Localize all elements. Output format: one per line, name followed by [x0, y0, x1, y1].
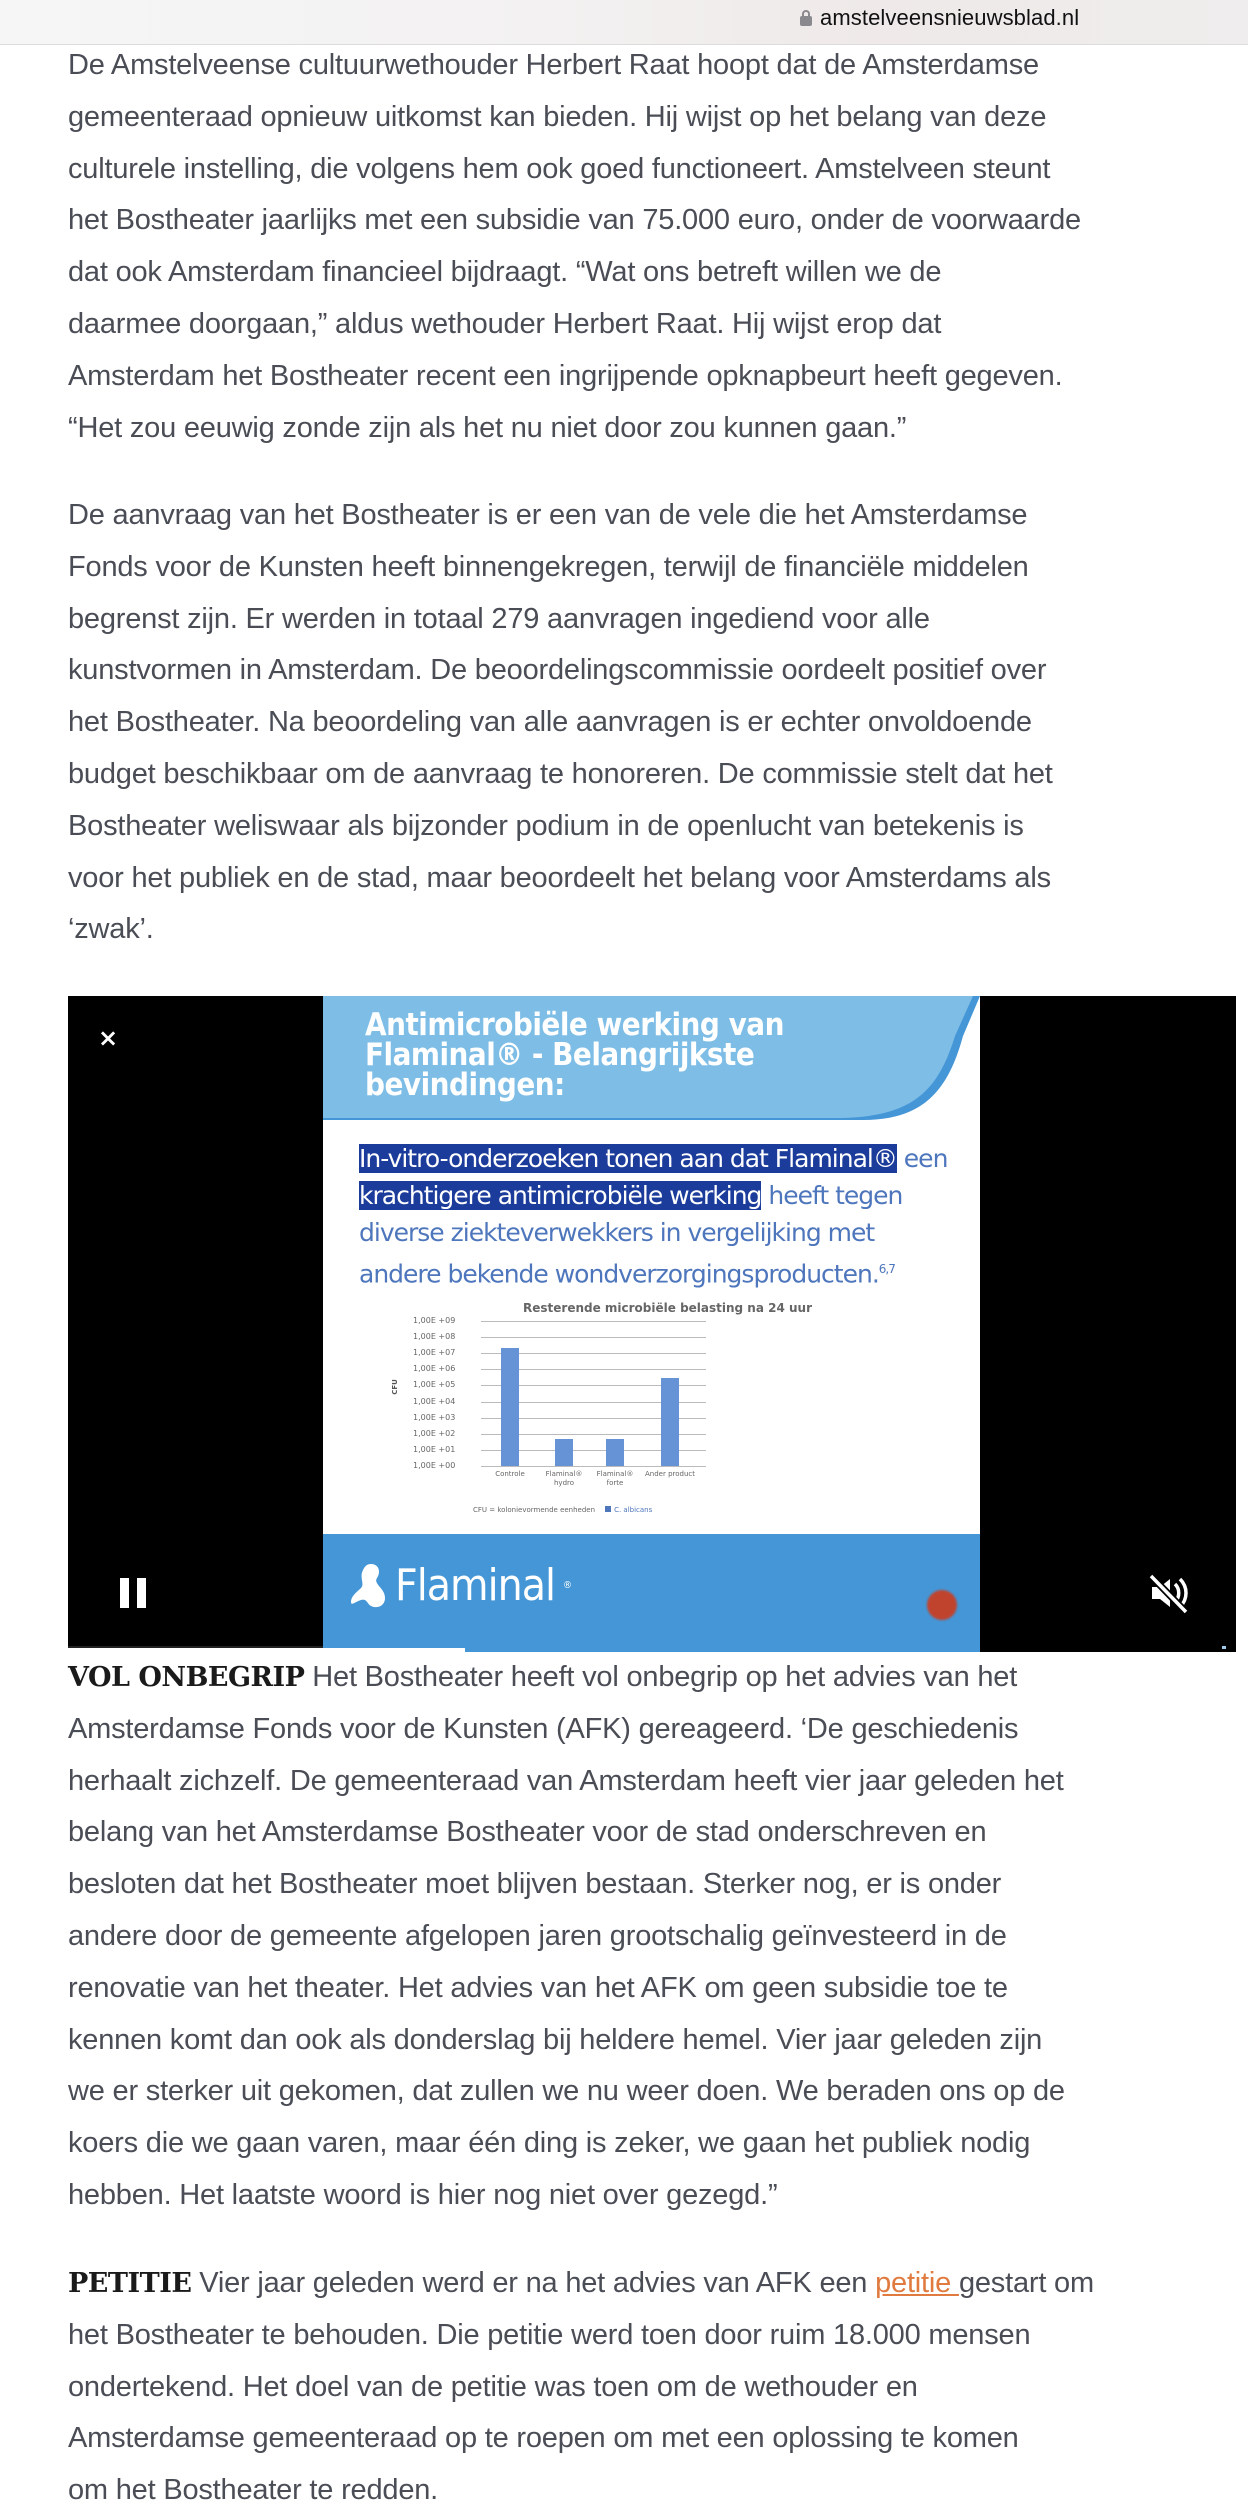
url-text: amstelveensnieuwsblad.nl: [820, 5, 1080, 30]
url-display[interactable]: [800, 3, 1079, 33]
speaker-muted-icon[interactable]: [1144, 1568, 1194, 1618]
bar-chart: [390, 1301, 873, 1531]
article-paragraph-1: [68, 40, 1240, 454]
pause-button[interactable]: [120, 1578, 148, 1608]
y-tick-label: 1,00E +00: [413, 1461, 456, 1470]
ad-slide: [323, 996, 980, 1534]
lock-icon: [800, 10, 812, 26]
y-tick-label: 1,00E +06: [413, 1364, 456, 1374]
gridline: [481, 1337, 706, 1338]
x-tick-label: Flaminal® hydro: [545, 1470, 583, 1487]
y-axis-label: CFU: [390, 1379, 399, 1395]
browser-address-bar[interactable]: [0, 0, 1248, 45]
pause-icon: [120, 1578, 129, 1608]
y-tick-label: 1,00E +01: [413, 1444, 456, 1454]
section-lead: PETITIE: [68, 2268, 192, 2299]
chart-bar: [661, 1378, 679, 1466]
chart-bar: [606, 1439, 624, 1466]
chart-bar: [501, 1348, 519, 1466]
article-paragraph-4: [68, 2258, 1240, 2517]
slide-body-text: In-vitro-onderzoeken tonen aan dat Flaminal® een krachtigere antimicrobiële werking heeft tegen diverse ziekteverwekkers in vergelijking met andere bekende wondverzorgingsproducten.$^{6,7}$: [359, 1144, 948, 1289]
paragraph-text: PETITIE Vier jaar geleden werd er na het advies van AFK een petitie gestart om het Bostheater te behouden. Die petitie werd toen door ruim 18.000 mensen ondertekend. Het doel van de petitie was toen om de wethouder en Amsterdamse gemeenteraad op te roepen om met een oplossing te komen om het Bostheater te redden.: [68, 2267, 1094, 2507]
video-ad-player[interactable]: [68, 996, 1236, 1652]
paragraph-text: VOL ONBEGRIP Het Bostheater heeft vol onbegrip op het advies van het Amsterdamse Fonds voor de Kunsten (AFK) gereageerd. ‘De geschiedenis herhaalt zichzelf. De gemeenteraad van Amsterdam heeft vier jaar geleden het belang van het Amsterdamse Bostheater voor de stad onderschreven en besloten dat het Bostheater moet blijven bestaan. Sterker nog, er is onder andere door de gemeente afgelopen jaren grootschalig geïnvesteerd in de renovatie van het theater. Het advies van het AFK om geen subsidie toe te kennen komt dan ook als donderslag bij heldere hemel. Vier jaar geleden zijn we er sterker uit gekomen, dat zullen we nu weer doen. We beraden ons op de koers die we gaan varen, maar één ding is zeker, we gaan het publiek nodig hebben. Het laatste woord is hier nog niet over gezegd.”: [68, 1661, 1065, 2211]
paragraph-text: De aanvraag van het Bostheater is er een van de vele die het Amsterdamse Fonds voor de Kunsten heeft binnengekregen, terwijl de financiële middelen begrenst zijn. Er werden in totaal 279 aanvragen ingediend voor alle kunstvormen in Amsterdam. De beoordelingscommissie oordeelt positief over het Bostheater. Na beoordeling van alle aanvragen is er echter onvoldoende budget beschikbaar om de aanvraag te honoreren. De commissie stelt dat het Bostheater weliswaar als bijzonder podium in de openlucht van betekenis is voor het publiek en de stad, maar beoordeelt het belang voor Amsterdams als ‘zwak’.: [68, 499, 1053, 946]
close-icon[interactable]: ×: [98, 1024, 119, 1052]
y-tick-label: 1,00E +07: [413, 1348, 456, 1358]
y-tick-label: 1,00E +02: [413, 1428, 456, 1438]
article-paragraph-2: [68, 490, 1240, 956]
chart-title: Resterende microbiële belasting na 24 uur: [523, 1301, 813, 1315]
chart-footnote: CFU = kolonievormende eenheden C. albicans: [473, 1506, 653, 1514]
x-tick-label: Ander product: [645, 1470, 696, 1478]
slide-title: Antimicrobiële werking van Flaminal® - Belangrijkste bevindingen:: [365, 1007, 784, 1103]
petitie-link[interactable]: petitie: [875, 2267, 959, 2299]
video-progress-bar[interactable]: [68, 1640, 1236, 1652]
y-tick-label: 1,00E +04: [413, 1396, 456, 1406]
ad-brand-footer[interactable]: [323, 1534, 980, 1652]
x-tick-label: Flaminal® forte: [596, 1470, 634, 1487]
flaminal-logo-icon: [349, 1562, 389, 1610]
paragraph-text: De Amstelveense cultuurwethouder Herbert Raat hoopt dat de Amsterdamse gemeenteraad opnieuw uitkomst kan bieden. Hij wijst op het belang van deze culturele instelling, die volgens hem ook goed functioneert. Amstelveen steunt het Bostheater jaarlijks met een subsidie van 75.000 euro, onder de voorwaarde dat ook Amsterdam financieel bijdraagt. “Wat ons betreft willen we de daarmee doorgaan,” aldus wethouder Herbert Raat. Hij wijst erop dat Amsterdam het Bostheater recent een ingrijpende opknapbeurt heeft gegeven. “Het zou eeuwig zonde zijn als het nu niet door zou kunnen gaan.”: [68, 49, 1081, 444]
y-tick-label: 1,00E +03: [413, 1412, 456, 1422]
y-tick-label: 1,00E +09: [413, 1316, 456, 1325]
legend-swatch: [605, 1506, 611, 1512]
brand-logo: Flaminal ®: [349, 1560, 571, 1611]
article-paragraph-3: [68, 1652, 1240, 2222]
chart-bar: [555, 1439, 573, 1466]
ad-info-marker[interactable]: [1222, 1646, 1226, 1649]
x-tick-label: Controle: [495, 1470, 525, 1478]
record-indicator: [927, 1590, 957, 1620]
y-tick-label: 1,00E +05: [413, 1380, 456, 1390]
gridline: [481, 1321, 706, 1322]
y-tick-label: 1,00E +08: [413, 1332, 456, 1342]
gridline: [481, 1466, 706, 1467]
section-lead: VOL ONBEGRIP: [68, 1662, 305, 1693]
